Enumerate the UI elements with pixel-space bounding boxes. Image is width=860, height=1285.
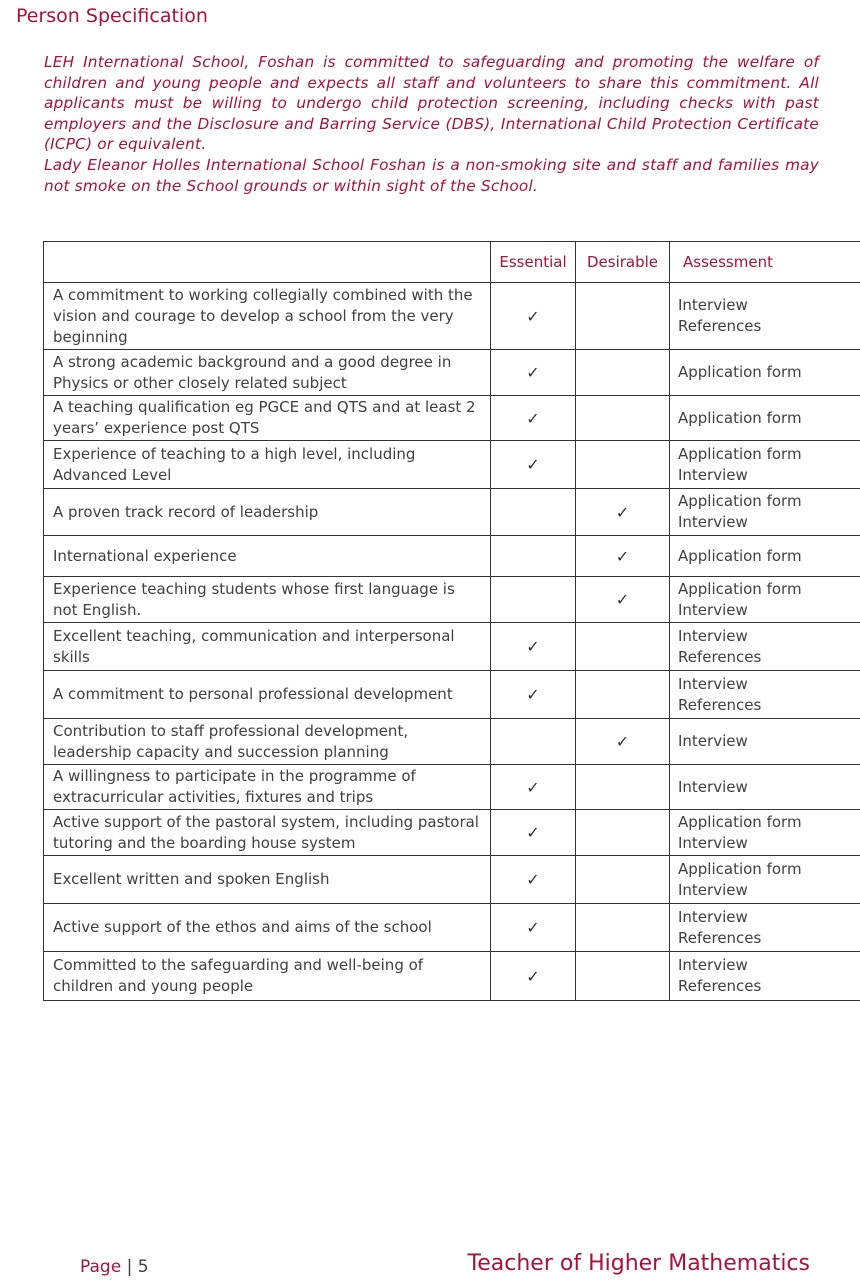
assessment-method: Interview (678, 732, 748, 750)
page-label: Page (80, 1257, 122, 1277)
assessment-cell (670, 577, 860, 623)
criterion-cell: Contribution to staff professional development, leadership capacity and succession planning (44, 719, 491, 765)
page-number: 5 (137, 1257, 149, 1277)
criterion-cell: A strong academic background and a good degree in Physics or other closely related subject (44, 350, 491, 396)
table-row (44, 952, 860, 1001)
assessment-cell (670, 283, 860, 350)
criterion-cell: Committed to the safeguarding and well-being of children and young people (44, 952, 491, 1001)
table-header-row (44, 242, 860, 283)
safeguarding-paragraph: LEH International School, Foshan is committed to safeguarding and promoting the welfare of children and young people and expects all staff and volunteers to share this commitment. All applicants must be willing to undergo child protection screening, including checks with past employers and the Disclosure and Barring Service (DBS), International Child Protection Certificate (ICPC) or equivalent. (44, 53, 819, 153)
desirable-check-icon (576, 856, 670, 904)
assessment-method: Application form (678, 363, 802, 381)
table-row (44, 441, 860, 489)
document-title-footer: Teacher of Higher Mathematics (467, 1251, 810, 1276)
desirable-check-icon: ✓ (576, 719, 670, 765)
header-essential: Essential (491, 242, 576, 283)
essential-check-icon: ✓ (491, 856, 576, 904)
table-row (44, 536, 860, 577)
criterion-cell: Active support of the pastoral system, including pastoral tutoring and the boarding house system (44, 810, 491, 856)
header-assessment: Assessment (670, 242, 860, 283)
assessment-method: References (678, 928, 762, 947)
header-criterion (44, 242, 491, 283)
assessment-method: References (678, 695, 762, 714)
table-row (44, 396, 860, 441)
table-row (44, 489, 860, 536)
assessment-method: Application form (678, 812, 802, 831)
desirable-check-icon (576, 671, 670, 719)
desirable-check-icon (576, 952, 670, 1001)
assessment-method: Application form (678, 444, 802, 463)
assessment-cell (670, 765, 860, 810)
assessment-cell (670, 810, 860, 856)
assessment-method: References (678, 317, 762, 335)
person-specification-table (43, 241, 860, 1001)
assessment-cell (670, 489, 860, 536)
criterion-cell: A teaching qualification eg PGCE and QTS and at least 2 years’ experience post QTS (44, 396, 491, 441)
table-row (44, 810, 860, 856)
table-row (44, 623, 860, 671)
table-row (44, 904, 860, 952)
essential-check-icon (491, 489, 576, 536)
assessment-cell (670, 350, 860, 396)
criterion-cell: A proven track record of leadership (44, 489, 491, 536)
assessment-method: Interview (678, 907, 748, 926)
essential-check-icon: ✓ (491, 396, 576, 441)
header-desirable: Desirable (576, 242, 670, 283)
assessment-cell (670, 856, 860, 904)
desirable-check-icon: ✓ (576, 489, 670, 536)
essential-check-icon: ✓ (491, 810, 576, 856)
essential-check-icon: ✓ (491, 623, 576, 671)
assessment-method: Application form (678, 492, 802, 510)
table-row (44, 765, 860, 810)
essential-check-icon: ✓ (491, 441, 576, 489)
assessment-method: Interview (678, 880, 748, 899)
criterion-cell: Experience of teaching to a high level, including Advanced Level (44, 441, 491, 489)
table-row (44, 671, 860, 719)
criterion-cell: Active support of the ethos and aims of the school (44, 904, 491, 952)
assessment-cell (670, 396, 860, 441)
table-row (44, 577, 860, 623)
desirable-check-icon (576, 441, 670, 489)
criterion-cell: Excellent written and spoken English (44, 856, 491, 904)
table-row (44, 856, 860, 904)
essential-check-icon: ✓ (491, 765, 576, 810)
assessment-method: Application form (678, 859, 802, 878)
criterion-cell: A commitment to personal professional development (44, 671, 491, 719)
assessment-method: Interview (678, 833, 748, 852)
assessment-cell (670, 623, 860, 671)
table-row (44, 350, 860, 396)
assessment-method: Interview (678, 513, 748, 531)
assessment-cell (670, 441, 860, 489)
assessment-method: References (678, 647, 762, 666)
page-number-footer (80, 1257, 149, 1277)
assessment-method: Interview (678, 956, 748, 974)
criterion-cell: International experience (44, 536, 491, 577)
desirable-check-icon (576, 623, 670, 671)
essential-check-icon (491, 536, 576, 577)
desirable-check-icon (576, 904, 670, 952)
assessment-method: Interview (678, 296, 748, 314)
assessment-cell (670, 536, 860, 577)
criterion-cell: A willingness to participate in the programme of extracurricular activities, fixtures and trips (44, 765, 491, 810)
page-separator: | (126, 1257, 133, 1277)
assessment-method: Interview (678, 600, 748, 619)
assessment-cell (670, 904, 860, 952)
criterion-cell: Excellent teaching, communication and interpersonal skills (44, 623, 491, 671)
criterion-cell: Experience teaching students whose first language is not English. (44, 577, 491, 623)
assessment-cell (670, 671, 860, 719)
criterion-cell: A commitment to working collegially combined with the vision and courage to develop a school from the very beginning (44, 283, 491, 350)
desirable-check-icon (576, 350, 670, 396)
table-row (44, 283, 860, 350)
page-heading: Person Specification (16, 5, 208, 27)
assessment-cell (670, 719, 860, 765)
essential-check-icon: ✓ (491, 283, 576, 350)
essential-check-icon (491, 719, 576, 765)
assessment-method: References (678, 977, 762, 995)
non-smoking-paragraph: Lady Eleanor Holles International School Foshan is a non-smoking site and staff and families may not smoke on the School grounds or within sight of the School. (44, 156, 819, 195)
desirable-check-icon (576, 396, 670, 441)
assessment-method: Interview (678, 465, 748, 484)
intro-statement (44, 52, 819, 196)
essential-check-icon: ✓ (491, 904, 576, 952)
essential-check-icon: ✓ (491, 671, 576, 719)
assessment-method: Application form (678, 408, 802, 427)
desirable-check-icon: ✓ (576, 536, 670, 577)
table-row (44, 719, 860, 765)
assessment-method: Application form (678, 546, 802, 565)
desirable-check-icon (576, 765, 670, 810)
essential-check-icon: ✓ (491, 952, 576, 1001)
essential-check-icon: ✓ (491, 350, 576, 396)
assessment-method: Interview (678, 674, 748, 693)
assessment-cell (670, 952, 860, 1001)
assessment-method: Interview (678, 626, 748, 645)
desirable-check-icon: ✓ (576, 577, 670, 623)
essential-check-icon (491, 577, 576, 623)
desirable-check-icon (576, 283, 670, 350)
assessment-method: Application form (678, 579, 802, 598)
assessment-method: Interview (678, 777, 748, 796)
desirable-check-icon (576, 810, 670, 856)
